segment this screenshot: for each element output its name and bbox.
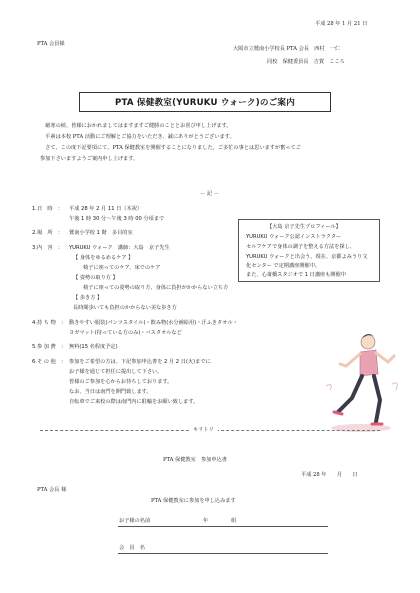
place-value: 鷲南小学校 1 階 多目的室 xyxy=(69,230,133,236)
profile-line: また、心斎橋スタジオで 1 日講座も開催中 xyxy=(246,272,346,278)
child-name-label: お子様の名前 xyxy=(119,518,151,524)
instructor-profile-box xyxy=(238,219,380,282)
cut-label: キリトリ xyxy=(189,426,218,433)
document-date: 平成 28 年 1 月 21 日 xyxy=(315,21,368,27)
runner-illustration xyxy=(316,326,406,436)
bring-value: 動きやすい服装(パンツスタイル)・飲み物(水分補給用)・汗ふきタオル・ xyxy=(69,320,238,326)
intro-line: 平素は本校 PTA 活動にご理解とご協力をいただき、誠にありがとうございます。 xyxy=(40,134,235,140)
fee-value: 無料(15 名程度予定) xyxy=(69,344,118,350)
other-line: なお、当日は南門を開門致します。 xyxy=(69,389,152,395)
addressee: PTA 会員様 xyxy=(37,41,65,47)
date-label: 1.日 時 ： xyxy=(32,206,63,212)
profile-line: セルフケアで身体の調子を整える方法を探し、 xyxy=(246,244,355,250)
time-value: 午後 1 時 30 分～午後 3 時 00 分頃まで xyxy=(69,216,165,222)
profile-line: YURUKU ウォークと出会う。現在、京都よみうり文 xyxy=(246,254,368,260)
bring-value-2: ヨガマット(持っている方のみ)・バスタオルなど xyxy=(69,330,182,336)
content-value: YURUKU ウォーク 講師：大島 京子先生 xyxy=(69,245,170,251)
profile-heading: 【大島 京子先生プロフィール】 xyxy=(267,224,341,230)
profile-line: YURUKU ウォーク公認インストラクター xyxy=(246,234,342,240)
other-line: 参加をご希望の方は、下記参加申込書を 2 月 2 日(火)までに xyxy=(69,359,211,365)
fee-label: 5.参 加 費 ： xyxy=(32,344,67,350)
other-line: 皆様のご参加を心からお待ちしております。 xyxy=(69,379,173,385)
content-sub-detail: 椅子に座っての姿勢の取り方、身体に負担がかからない立ち方 xyxy=(83,285,229,291)
content-label: 3.内 容 ： xyxy=(32,245,63,251)
form-title: PTA 保健教室 参加申込書 xyxy=(163,457,227,463)
page-title: PTA 保健教室(YURUKU ウォーク)のご案内 xyxy=(79,92,331,112)
other-label: 6.そ の 他 ： xyxy=(32,359,67,365)
profile-line: 化センター で定期講座開催中。 xyxy=(246,263,321,269)
year-label: 年 xyxy=(203,518,209,524)
class-label: 組 xyxy=(231,518,237,524)
member-name-label: 会 員 名 xyxy=(119,545,145,551)
date-value: 平成 28 年 2 月 11 日（木祝） xyxy=(69,206,143,212)
form-statement: PTA 保健教室に参加を申し込みます xyxy=(151,498,236,504)
bring-label: 4.持 ち 物 ： xyxy=(32,320,67,326)
content-sub-detail: 長時間歩いても負担のかからない美な歩き方 xyxy=(73,305,177,311)
intro-line: 厳寒の候、皆様におかれましてはますますご健勝のこととお喜び申し上げます。 xyxy=(40,123,232,129)
sender-line-2: 同校 保健委員長 吉賀 こころ xyxy=(267,59,345,65)
form-date: 平成 28 年 月 日 xyxy=(301,472,358,478)
child-name-field[interactable] xyxy=(118,526,328,527)
intro-paragraph xyxy=(40,122,390,166)
form-addressee: PTA 会長 様 xyxy=(37,487,67,493)
member-name-field[interactable] xyxy=(118,553,328,554)
sender-line-1: 大阪市立鷲南小学校長 PTA 会長 西村 一仁 xyxy=(233,46,341,52)
intro-line: 参加下さいますようご案内申し上げます。 xyxy=(40,156,139,162)
content-sub-heading: 【 歩き方 】 xyxy=(73,295,103,301)
intro-line: さて、この度下記要項にて、PTA 保健教室を開催することになりました。ご多忙の事とは思いますが奮ってご xyxy=(40,145,301,151)
place-label: 2.場 所 ： xyxy=(32,230,63,236)
content-sub-heading: 【 身体をゆるめるケア 】 xyxy=(73,255,134,261)
content-sub-heading: 【 姿勢の取り方 】 xyxy=(73,275,118,281)
other-line: 自転車でご来校の際は南門内に駐輪をお願い致します。 xyxy=(69,399,199,405)
other-line: お子様を通じて担任に提出して下さい。 xyxy=(69,369,163,375)
content-sub-detail: 椅子に座ってのケア、床でのケア xyxy=(83,265,161,271)
kiki-heading: － 記 － xyxy=(200,191,219,197)
